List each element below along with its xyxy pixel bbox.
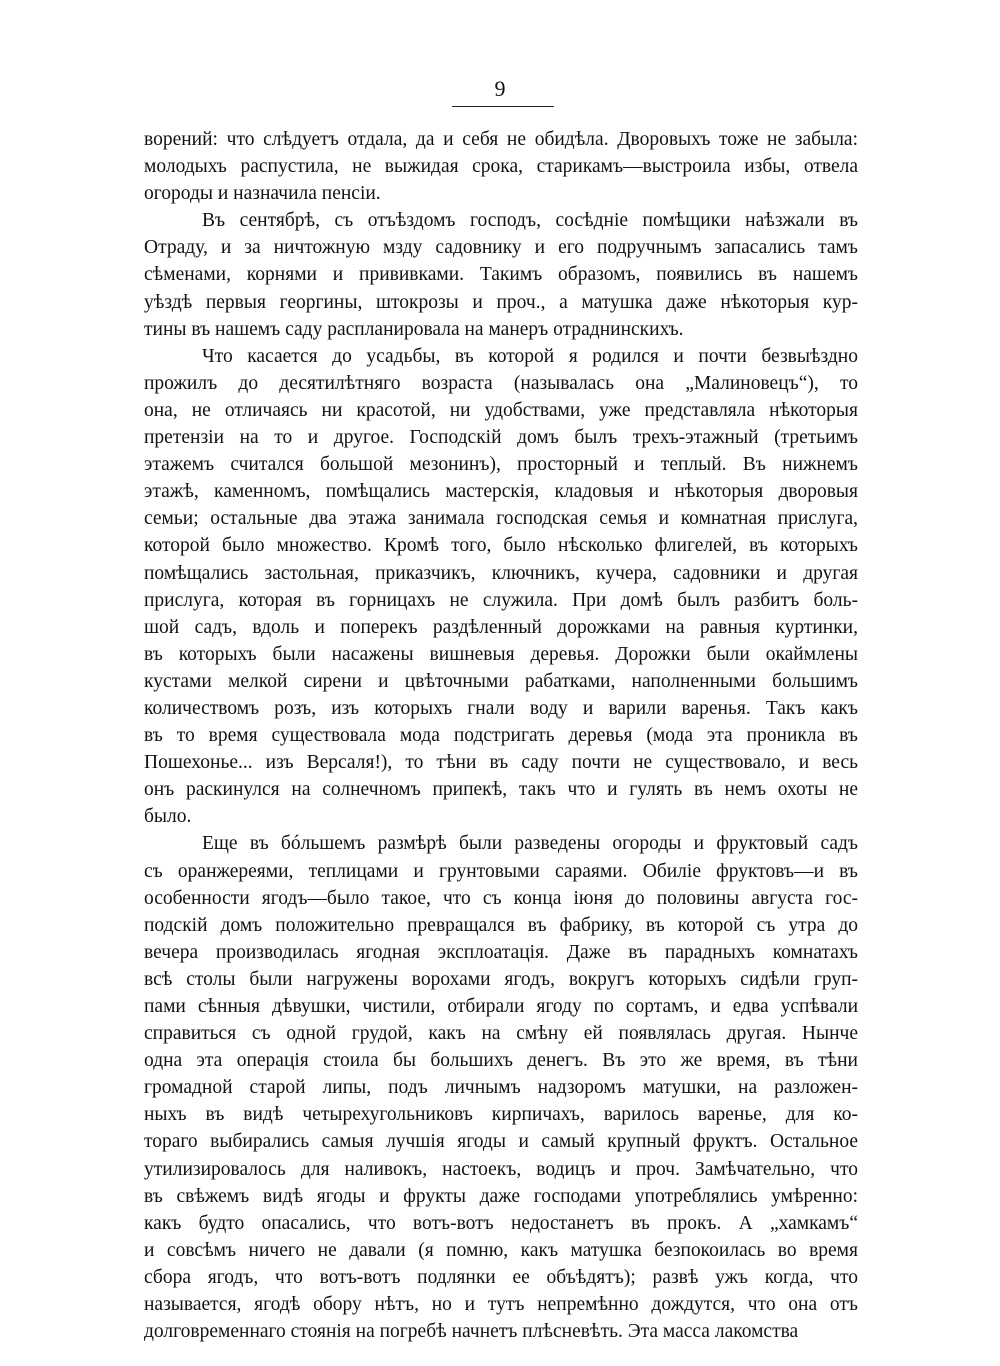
text-line: молодыхъ распустила, не выжидая срока, старикамъ—выстроила избы, отвела: [144, 156, 858, 178]
text-line: этажѣ, каменномъ, помѣщались мастерскія, кладовыя и нѣкоторыя дворовыя: [144, 481, 858, 503]
paragraph: [144, 126, 858, 207]
text-line: этажемъ считался большой мезонинъ), просторный и теплый. Въ нижнемъ: [144, 454, 858, 476]
text-line: которой было множество. Кромѣ того, было нѣсколько флигелей, въ которыхъ: [144, 535, 858, 557]
text-line: она, не отличаясь ни красотой, ни удобствами, уже представляла нѣкоторыя: [144, 399, 858, 421]
text-line: всѣ столы были нагружены ворохами ягодъ, вокругъ которыхъ сидѣли груп-: [144, 968, 858, 990]
text-line: огороды и назначила пенсіи.: [144, 183, 381, 205]
body-text: [144, 126, 858, 1345]
text-line: особенности ягодъ—было такое, что съ конца іюня до половины августа гос-: [144, 887, 858, 909]
paragraph: [144, 343, 858, 831]
text-line: сѣменами, корнями и прививками. Такимъ образомъ, появились въ нашемъ: [144, 264, 858, 286]
text-line: Что касается до усадьбы, въ которой я родился и почти безвыѣздно: [202, 345, 858, 367]
text-line: было.: [144, 806, 192, 828]
text-line: какъ будто опасались, что вотъ-вотъ недостанетъ въ прокъ. А „хамкамъ“: [144, 1212, 858, 1234]
text-line: Пошехонье... изъ Версаля!), то тѣни въ саду почти не существовало, и весь: [144, 752, 858, 774]
text-line: въ которыхъ были насажены вишневыя деревья. Дорожки были окаймлены: [144, 643, 858, 665]
text-line: ныхъ въ видѣ четырехугольниковъ кирпичахъ, варилось варенье, для ко-: [144, 1104, 858, 1126]
text-line: въ свѣжемъ видѣ ягоды и фрукты даже господами употреблялись умѣренно:: [144, 1185, 858, 1207]
paragraph: [144, 207, 858, 342]
text-line: онъ раскинулся на солнечномъ припекѣ, такъ что и гулять въ немъ охоты не: [144, 779, 858, 801]
text-line: кустами мелкой сирени и цвѣточными рабатками, наполненными большимъ: [144, 670, 858, 692]
text-line: подскій домъ положительно превращался въ фабрику, въ которой съ утра до: [144, 914, 858, 936]
text-line: Еще въ бóльшемъ размѣрѣ были разведены огороды и фруктовый садъ: [202, 833, 858, 855]
text-line: претензіи на то и другое. Господскій домъ былъ трехъ-этажный (третьимъ: [144, 427, 858, 449]
paragraph: [144, 830, 858, 1345]
page-number-rule: [452, 106, 554, 107]
text-line: утилизировалось для наливокъ, настоекъ, водицъ и проч. Замѣчательно, что: [144, 1158, 858, 1180]
text-line: пами сѣнныя дѣвушки, чистили, отбирали ягоду по сортамъ, и едва успѣвали: [144, 996, 858, 1017]
text-line: семьи; остальные два этажа занимала господская семья и комнатная прислуга,: [144, 508, 858, 530]
text-line: называется, ягодѣ обору нѣтъ, но и тутъ непремѣнно дождутся, что она отъ: [144, 1294, 858, 1316]
text-line: шой садъ, вдоль и поперекъ раздѣленный дорожками на равныя куртинки,: [144, 616, 858, 638]
text-line: и совсѣмъ ничего не давали (я помню, какъ матушка безпокоилась во время: [144, 1239, 858, 1261]
text-line: одна эта операція стоила бы большихъ денегъ. Въ это же время, въ тѣни: [144, 1050, 858, 1072]
text-line: Отраду, и за ничтожную мзду садовнику и его подручнымъ запасались тамъ: [144, 237, 858, 259]
page-number: 9: [494, 76, 506, 101]
text-line: въ то время существовала мода подстригать деревья (мода эта проникла въ: [144, 725, 858, 747]
text-line: сбора ягодъ, что вотъ-вотъ подлянки ее объѣдятъ); развѣ ужъ когда, что: [144, 1266, 858, 1288]
text-line: уѣздѣ первыя георгины, штокрозы и проч., а матушка даже нѣкоторыя кур-: [144, 291, 858, 313]
text-line: вечера производилась ягодная эксплоатація. Даже въ парадныхъ комнатахъ: [144, 941, 858, 963]
text-line: ворений: что слѣдуетъ отдала, да и себя не обидѣла. Дворовыхъ тоже не забыла:: [144, 129, 858, 150]
text-line: громадной старой липы, подъ личнымъ надзоромъ матушки, на разложен-: [144, 1077, 858, 1099]
text-line: количествомъ розъ, изъ которыхъ гнали воду и варили варенья. Такъ какъ: [144, 697, 858, 719]
text-line: Въ сентябрѣ, съ отъѣздомъ господъ, сосѣдніе помѣщики наѣзжали въ: [202, 210, 858, 232]
text-line: тораго выбирались самыя лучшія ягоды и самый крупный фруктъ. Остальное: [144, 1131, 858, 1153]
text-line: помѣщались застольная, приказчикъ, ключникъ, кучера, садовники и другая: [144, 562, 858, 584]
text-line: прожилъ до десятилѣтняго возраста (называлась она „Малиновецъ“), то: [144, 372, 858, 394]
text-line: справиться съ одной грудой, какъ на смѣну ей появлялась другая. Нынче: [144, 1023, 858, 1045]
text-line: съ оранжереями, теплицами и грунтовыми сараями. Обиліе фруктовъ—и въ: [144, 860, 858, 882]
text-line: тины въ нашемъ саду распланировала на манеръ отраднинскихъ.: [144, 318, 684, 340]
text-line: прислуга, которая въ горницахъ не служила. При домѣ былъ разбитъ боль-: [144, 589, 858, 611]
text-line: долговременнаго стоянія на погребѣ начнетъ плѣсневѣть. Эта масса лакомства: [144, 1321, 799, 1343]
